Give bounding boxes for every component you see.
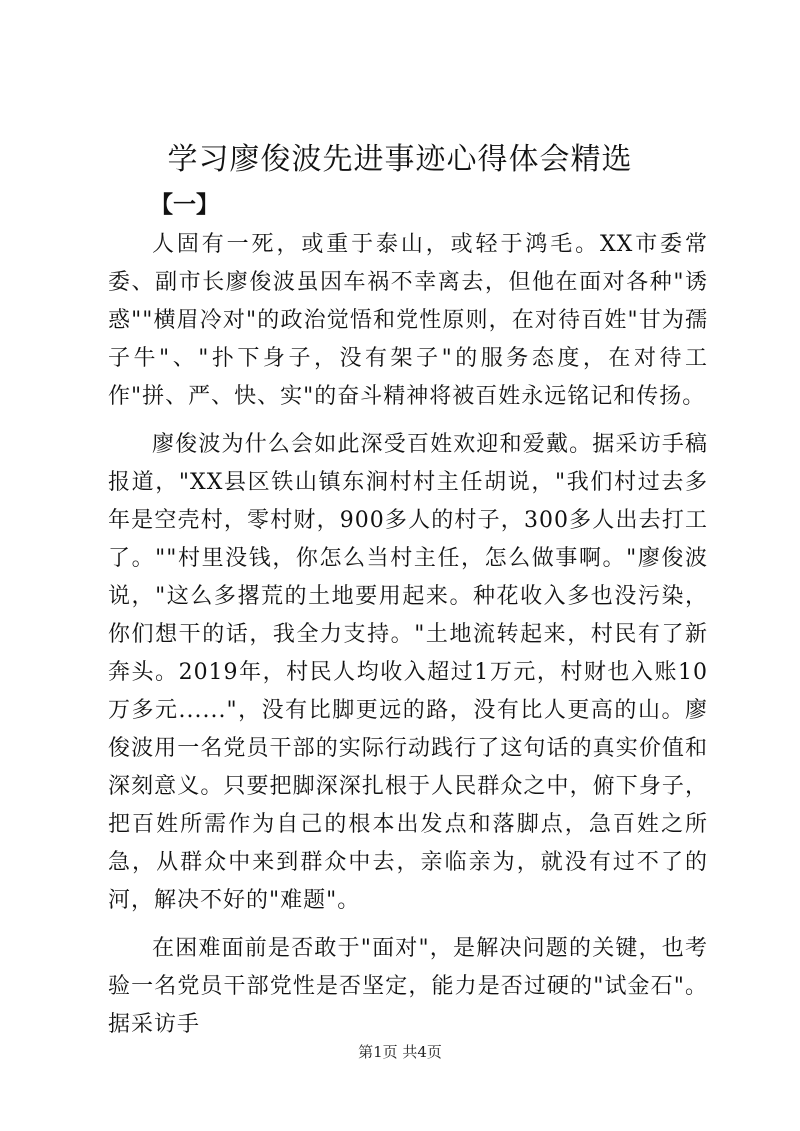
- document-title: 学习廖俊波先进事迹心得体会精选: [167, 142, 633, 177]
- paragraph-3: 在困难面前是否敢于"面对"，是解决问题的关键，也考验一名党员干部党性是否坚定，能力是否过硬的"试金石"。据采访手: [108, 936, 708, 1037]
- paragraph-2: 廖俊波为什么会如此深受百姓欢迎和爱戴。据采访手稿报道，"XX县区铁山镇东涧村村主任胡说，"我们村过去多年是空壳村，零村财，900多人的村子，300多人出去打工了。""村里没钱，你怎么当村主任，怎么做事啊。"廖俊波说，"这么多撂荒的土地要用起来。种花收入多也没污染，你们想干的话，我全力支持。"土地流转起来，村民有了新奔头。2019年，村民人均收入超过1万元，村财也入账10万多元......"，没有比脚更远的路，没有比人更高的山。廖俊波用一名党员干部的实际行动践行了这句话的真实价值和深刻意义。只要把脚深深扎根于人民群众之中，俯下身子，把百姓所需作为自己的根本出发点和落脚点，急百姓之所急，从群众中来到群众中去，亲临亲为，就没有过不了的河，解决不好的"难题"。: [108, 432, 708, 913]
- page-footer: 第1页 共4页: [358, 1043, 442, 1061]
- document-body: [108, 226, 708, 1044]
- paragraph-1: 人固有一死，或重于泰山，或轻于鸿毛。XX市委常委、副市长廖俊波虽因车祸不幸离去，但他在面对各种"诱惑""横眉冷对"的政治觉悟和党性原则，在对待百姓"甘为孺子牛"、"扑下身子，没有架子"的服务态度，在对待工作"拼、严、快、实"的奋斗精神将被百姓永远铭记和传扬。: [108, 232, 708, 409]
- section-label: 【一】: [150, 191, 219, 218]
